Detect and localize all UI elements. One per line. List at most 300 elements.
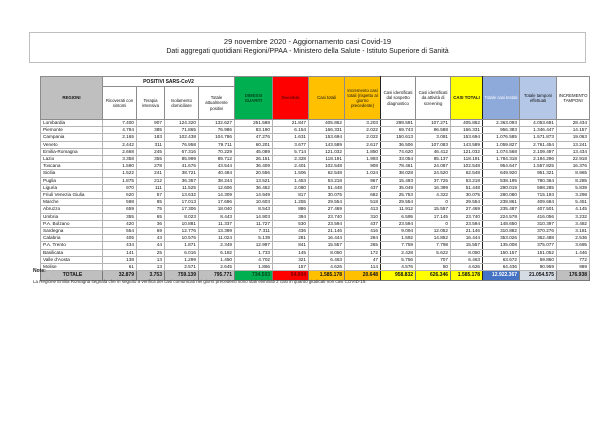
value-cell: 107.271 <box>416 120 451 127</box>
table-row <box>41 192 590 199</box>
table-row <box>41 228 590 235</box>
value-cell: 241 <box>137 170 165 177</box>
value-cell: 310 <box>345 213 381 220</box>
value-cell: 405.862 <box>451 120 483 127</box>
value-cell: 21.847 <box>273 120 309 127</box>
value-cell: 132.627 <box>199 120 235 127</box>
value-cell: 405.862 <box>309 120 345 127</box>
value-cell: 1.590 <box>103 163 137 170</box>
value-cell: 9.094 <box>381 228 416 235</box>
value-cell: 150.157 <box>483 249 520 256</box>
value-cell: 10.881 <box>165 220 199 227</box>
value-cell: 1.059.827 <box>483 141 520 148</box>
value-cell: 138 <box>103 256 137 263</box>
value-cell: 245 <box>137 148 165 155</box>
value-cell: 135.008 <box>483 242 520 249</box>
totale-value-cell: 1.585.178 <box>309 271 345 281</box>
value-cell: 46.412 <box>416 148 451 155</box>
value-cell: 14.157 <box>557 127 590 134</box>
value-cell: 1.453 <box>273 177 309 184</box>
value-cell: 8.285 <box>557 177 590 184</box>
value-cell: 310.397 <box>520 220 557 227</box>
value-cell: 7.400 <box>103 120 137 127</box>
value-cell: 5.139 <box>235 235 273 242</box>
header-tamponi: Totale tamponi effettuati <box>520 77 557 120</box>
value-cell: 10.603 <box>235 199 273 206</box>
value-cell: 57 <box>137 192 165 199</box>
value-cell: 13 <box>137 264 165 271</box>
region-name-cell: P.A. Trento <box>41 242 103 249</box>
value-cell: 530 <box>273 220 309 227</box>
value-cell: 405 <box>103 235 137 242</box>
value-cell: 38.028 <box>381 170 416 177</box>
header-incremento-casi: Incremento casi totali (rispetto al giorno precedente) <box>345 77 381 120</box>
value-cell: 157 <box>273 264 309 271</box>
region-name-cell: Lombardia <box>41 120 103 127</box>
value-cell: 251.588 <box>235 120 273 127</box>
header-casi-testati: Totale casi testati <box>483 77 520 120</box>
value-cell: 5.451 <box>557 199 590 206</box>
value-cell: 1.255 <box>273 199 309 206</box>
value-cell: 238.861 <box>483 199 520 206</box>
value-cell: 598.285 <box>520 184 557 191</box>
value-cell: 355 <box>137 156 165 163</box>
value-cell: 11.337 <box>199 220 235 227</box>
value-cell: 212 <box>137 177 165 184</box>
covid-data-table <box>40 76 590 281</box>
value-cell: 780.364 <box>520 177 557 184</box>
table-row <box>41 141 590 148</box>
value-cell: 36.506 <box>381 141 416 148</box>
totale-value-cell: 759.139 <box>165 271 199 281</box>
table-header <box>41 77 590 120</box>
totale-value-cell: 176.938 <box>557 271 590 281</box>
table-row <box>41 206 590 213</box>
value-cell: 37.725 <box>416 177 451 184</box>
value-cell: 1.522 <box>103 170 137 177</box>
value-cell: 64.436 <box>483 264 520 271</box>
value-cell: 434 <box>103 242 137 249</box>
value-cell: 121.032 <box>309 148 345 155</box>
value-cell: 13.399 <box>199 228 235 235</box>
value-cell: 8.023 <box>165 213 199 220</box>
table-row <box>41 127 590 134</box>
value-cell: 954.647 <box>483 163 520 170</box>
value-cell: 5.714 <box>273 148 309 155</box>
value-cell: 111 <box>137 184 165 191</box>
value-cell: 8.050 <box>309 249 345 256</box>
value-cell: 14.852 <box>416 235 451 242</box>
value-cell: 2.022 <box>345 127 381 134</box>
value-cell: 71.865 <box>165 127 199 134</box>
value-cell: 17.145 <box>416 213 451 220</box>
table-row <box>41 120 590 127</box>
value-cell: 4.322 <box>416 192 451 199</box>
value-cell: 1.557.825 <box>520 163 557 170</box>
value-cell: 13.632 <box>165 192 199 199</box>
value-cell: 17.306 <box>165 206 199 213</box>
table-row <box>41 235 590 242</box>
header-group-positivi: POSITIVI SARS-CoV2 <box>103 77 235 87</box>
value-cell: 53.218 <box>309 177 345 184</box>
value-cell: 11.525 <box>165 184 199 191</box>
value-cell: 14.309 <box>199 192 235 199</box>
value-cell: 44 <box>137 242 165 249</box>
value-cell: 23.594 <box>451 220 483 227</box>
value-cell: 15.557 <box>451 242 483 249</box>
value-cell: 518 <box>345 199 381 206</box>
header-incremento-tamponi: INCREMENTO TAMPONI <box>557 77 590 120</box>
value-cell: 27.469 <box>451 206 483 213</box>
value-cell: 8.050 <box>451 249 483 256</box>
value-cell: 104.786 <box>199 134 235 141</box>
totale-value-cell: 958.832 <box>381 271 416 281</box>
value-cell: 141 <box>103 249 137 256</box>
header-sospetto-diagnostico: Casi identificati dal sospetto diagnostico <box>381 77 416 120</box>
value-cell: 8.543 <box>235 206 273 213</box>
value-cell: 1.875 <box>103 177 137 184</box>
value-cell: 25 <box>137 249 165 256</box>
value-cell: 3.358 <box>103 156 137 163</box>
value-cell: 817 <box>273 192 309 199</box>
value-cell: 89.712 <box>199 156 235 163</box>
value-cell: 989 <box>557 264 590 271</box>
value-cell: 166.331 <box>309 127 345 134</box>
region-name-cell: Umbria <box>41 213 103 220</box>
value-cell: 21.146 <box>309 228 345 235</box>
value-cell: 1.299 <box>165 256 199 263</box>
value-cell: 1.506 <box>273 170 309 177</box>
value-cell: 2.645 <box>199 264 235 271</box>
header-casi-totali-2: CASI TOTALI <box>451 77 483 120</box>
value-cell: 956.383 <box>483 127 520 134</box>
value-cell: 14.949 <box>235 192 273 199</box>
value-cell: 385 <box>137 127 165 134</box>
value-cell: 2.165 <box>103 134 137 141</box>
value-cell: 970 <box>103 184 137 191</box>
value-cell: 43.544 <box>199 163 235 170</box>
value-cell: 4.702 <box>235 256 273 263</box>
value-cell: 3.181 <box>557 228 590 235</box>
value-cell: 107.083 <box>416 141 451 148</box>
value-cell: 394 <box>273 213 309 220</box>
value-cell: 0 <box>416 220 451 227</box>
value-cell: 6.463 <box>451 256 483 263</box>
value-cell: 4.576 <box>381 264 416 271</box>
value-cell: 951.321 <box>520 170 557 177</box>
value-cell: 4.053.691 <box>520 120 557 127</box>
value-cell: 7.311 <box>235 228 273 235</box>
value-cell: 153.694 <box>451 134 483 141</box>
value-cell: 17.013 <box>165 199 199 206</box>
value-cell: 43 <box>137 235 165 242</box>
value-cell: 2.761.454 <box>520 141 557 148</box>
table-row <box>41 242 590 249</box>
value-cell: 62.548 <box>451 170 483 177</box>
region-name-cell: Veneto <box>41 141 103 148</box>
value-cell: 2.617 <box>345 141 381 148</box>
table-row <box>41 134 590 141</box>
value-cell: 29.554 <box>451 199 483 206</box>
value-cell: 967 <box>345 177 381 184</box>
table-row <box>41 148 590 155</box>
value-cell: 2.668 <box>103 148 137 155</box>
value-cell: 36 <box>137 220 165 227</box>
value-cell: 370.276 <box>520 228 557 235</box>
value-cell: 151.052 <box>520 249 557 256</box>
value-cell: 620 <box>103 192 137 199</box>
value-cell: 2.401 <box>273 163 309 170</box>
totale-value-cell: 32.879 <box>103 271 137 281</box>
value-cell: 2.194.296 <box>520 156 557 163</box>
value-cell: 1.446 <box>557 249 590 256</box>
totale-value-cell: 626.346 <box>416 271 451 281</box>
table-row <box>41 256 590 263</box>
value-cell: 23.594 <box>381 220 416 227</box>
value-cell: 30.075 <box>309 192 345 199</box>
report-subtitle: Dati aggregati quotidiani Regioni/PPAA - Ministero della Salute - Istituto Superiore di Sanità <box>166 48 449 55</box>
value-cell: 145 <box>273 249 309 256</box>
value-cell: 6.016 <box>165 249 199 256</box>
value-cell: 79.711 <box>199 141 235 148</box>
value-cell: 70.229 <box>199 148 235 155</box>
value-cell: 15.557 <box>416 206 451 213</box>
value-cell: 124.320 <box>165 120 199 127</box>
value-cell: 51.448 <box>309 184 345 191</box>
value-cell: 6.595 <box>381 213 416 220</box>
value-cell: 11.912 <box>381 206 416 213</box>
value-cell: 59.860 <box>520 256 557 263</box>
totale-value-cell: 54.904 <box>273 271 309 281</box>
value-cell: 1.631 <box>273 134 309 141</box>
report-title-box <box>29 32 586 63</box>
value-cell: 2.442 <box>103 141 137 148</box>
value-cell: 362.488 <box>520 235 557 242</box>
value-cell: 3.232 <box>557 213 590 220</box>
value-cell: 437 <box>345 220 381 227</box>
value-cell: 118.191 <box>451 156 483 163</box>
value-cell: 50 <box>416 264 451 271</box>
totale-value-cell: 21.054.575 <box>520 271 557 281</box>
value-cell: 62.548 <box>309 170 345 177</box>
value-cell: 36.357 <box>165 177 199 184</box>
value-cell: 2.363.093 <box>483 120 520 127</box>
table-row <box>41 213 590 220</box>
region-name-cell: Valle d'Aosta <box>41 256 103 263</box>
value-cell: 153.694 <box>309 134 345 141</box>
value-cell: 2.022 <box>345 134 381 141</box>
value-cell: 1.346.447 <box>520 127 557 134</box>
header-screening: Casi identificati da attività di screening <box>416 77 451 120</box>
value-cell: 8.965 <box>557 170 590 177</box>
totale-value-cell: 20.648 <box>345 271 381 281</box>
value-cell: 51.448 <box>451 184 483 191</box>
region-name-cell: Emilia-Romagna <box>41 148 103 155</box>
value-cell: 6.182 <box>199 249 235 256</box>
value-cell: 7.759 <box>381 242 416 249</box>
value-cell: 29.554 <box>381 199 416 206</box>
value-cell: 407.501 <box>520 206 557 213</box>
value-cell: 1.850 <box>345 148 381 155</box>
value-cell: 96.588 <box>416 127 451 134</box>
value-cell: 12.052 <box>416 228 451 235</box>
value-cell: 3.081 <box>416 134 451 141</box>
value-cell: 420 <box>103 220 137 227</box>
value-cell: 76.958 <box>165 141 199 148</box>
region-name-cell: Molise <box>41 264 103 271</box>
value-cell: 30.075 <box>451 192 483 199</box>
value-cell: 74.620 <box>381 148 416 155</box>
value-cell: 75 <box>137 206 165 213</box>
value-cell: 436 <box>273 228 309 235</box>
table-row <box>41 249 590 256</box>
value-cell: 310.882 <box>483 228 520 235</box>
header-dimessi-guariti: DIMESSI GUARITI <box>235 77 273 120</box>
totale-value-cell: 3.753 <box>137 271 165 281</box>
table-row <box>41 199 590 206</box>
value-cell: 278 <box>137 163 165 170</box>
header-casi-totali: Casi totali <box>309 77 345 120</box>
value-cell: 715.193 <box>520 192 557 199</box>
value-cell: 16.376 <box>557 163 590 170</box>
value-cell: 12.997 <box>235 242 273 249</box>
value-cell: 3.203 <box>345 120 381 127</box>
note-text: La Regione Emilia Romagna segnala che in seguito a verifica dei casi comunicati nei giorni precedenti sono stati eliminati 2 casi in quanto giudicati non casi COVID-19. <box>33 279 367 284</box>
value-cell: 1.450 <box>199 256 235 263</box>
value-cell: 554 <box>103 228 137 235</box>
value-cell: 908 <box>345 163 381 170</box>
value-cell: 353.026 <box>483 235 520 242</box>
value-cell: 298.591 <box>381 120 416 127</box>
header-deceduti: Deceduti <box>273 77 309 120</box>
value-cell: 2.349 <box>199 242 235 249</box>
region-name-cell: Liguria <box>41 184 103 191</box>
value-cell: 13.241 <box>557 141 590 148</box>
value-cell: 265 <box>345 242 381 249</box>
value-cell: 841 <box>273 242 309 249</box>
value-cell: 36.409 <box>235 163 273 170</box>
value-cell: 416 <box>345 228 381 235</box>
totale-value-cell: 795.771 <box>199 271 235 281</box>
value-cell: 437 <box>345 184 381 191</box>
value-cell: 26.151 <box>235 156 273 163</box>
value-cell: 114 <box>345 264 381 271</box>
value-cell: 10.576 <box>165 235 199 242</box>
value-cell: 47.276 <box>235 134 273 141</box>
value-cell: 235.487 <box>483 206 520 213</box>
value-cell: 8.443 <box>199 213 235 220</box>
region-name-cell: Basilicata <box>41 249 103 256</box>
value-cell: 118.191 <box>309 156 345 163</box>
value-cell: 321 <box>273 256 309 263</box>
value-cell: 53.218 <box>451 177 483 184</box>
value-cell: 102.438 <box>165 134 199 141</box>
value-cell: 6.463 <box>309 256 345 263</box>
value-cell: 1.784.318 <box>483 156 520 163</box>
value-cell: 294 <box>345 235 381 242</box>
region-name-cell: P.A. Bolzano <box>41 220 103 227</box>
value-cell: 12.606 <box>199 184 235 191</box>
value-cell: 772 <box>557 256 590 263</box>
value-cell: 85.137 <box>416 156 451 163</box>
value-cell: 2.571 <box>165 264 199 271</box>
value-cell: 33.054 <box>381 156 416 163</box>
region-name-cell: Lazio <box>41 156 103 163</box>
value-cell: 1.866 <box>235 264 273 271</box>
value-cell: 69 <box>137 228 165 235</box>
value-cell: 1.733 <box>235 249 273 256</box>
value-cell: 35.049 <box>381 184 416 191</box>
table-row <box>41 177 590 184</box>
value-cell: 13.521 <box>235 177 273 184</box>
header-ricoverati: Ricoverati con sintomi <box>103 87 137 120</box>
value-cell: 3.677 <box>273 141 309 148</box>
header-attualmente-positivi: Totale attualmente positivi <box>199 87 235 120</box>
value-cell: 83.190 <box>235 127 273 134</box>
value-cell: 21.146 <box>451 228 483 235</box>
value-cell: 27.469 <box>309 206 345 213</box>
value-cell: 707 <box>416 256 451 263</box>
value-cell: 281 <box>273 235 309 242</box>
value-cell: 3.482 <box>557 220 590 227</box>
value-cell: 18.040 <box>199 206 235 213</box>
table-row <box>41 220 590 227</box>
totale-value-cell: 734.503 <box>235 271 273 281</box>
value-cell: 20.556 <box>235 170 273 177</box>
value-cell: 649.920 <box>483 170 520 177</box>
value-cell: 3.298 <box>557 192 590 199</box>
value-cell: 4.794 <box>103 127 137 134</box>
value-cell: 13.434 <box>557 148 590 155</box>
value-cell: 538.195 <box>483 177 520 184</box>
region-name-cell: Puglia <box>41 177 103 184</box>
value-cell: 23.740 <box>309 213 345 220</box>
value-cell: 69.743 <box>381 127 416 134</box>
value-cell: 659 <box>103 206 137 213</box>
header-regioni: REGIONI <box>41 77 103 120</box>
header-isolamento: Isolamento domiciliare <box>165 87 199 120</box>
value-cell: 60.201 <box>235 141 273 148</box>
value-cell: 143.589 <box>309 141 345 148</box>
value-cell: 16.444 <box>309 235 345 242</box>
value-cell: 1.571.873 <box>520 134 557 141</box>
value-cell: 143.589 <box>451 141 483 148</box>
value-cell: 85.999 <box>165 156 199 163</box>
region-name-cell: Sardegna <box>41 228 103 235</box>
totale-label-cell: TOTALE <box>41 271 103 281</box>
value-cell: 65 <box>137 213 165 220</box>
table-row <box>41 156 590 163</box>
value-cell: 1.074.568 <box>483 148 520 155</box>
value-cell: 36.462 <box>235 184 273 191</box>
value-cell: 24.520 <box>416 170 451 177</box>
totale-value-cell: 12.922.367 <box>483 271 520 281</box>
value-cell: 45.089 <box>235 148 273 155</box>
value-cell: 2.536 <box>557 235 590 242</box>
value-cell: 3.695 <box>557 242 590 249</box>
value-cell: 14.903 <box>235 213 273 220</box>
value-cell: 85 <box>137 199 165 206</box>
value-cell: 682 <box>345 192 381 199</box>
table-body <box>41 120 590 281</box>
value-cell: 2.328 <box>273 156 309 163</box>
value-cell: 23.740 <box>451 213 483 220</box>
value-cell: 290.019 <box>483 184 520 191</box>
value-cell: 4.626 <box>309 264 345 271</box>
value-cell: 28.434 <box>557 120 590 127</box>
value-cell: 12.776 <box>165 228 199 235</box>
value-cell: 355 <box>103 213 137 220</box>
